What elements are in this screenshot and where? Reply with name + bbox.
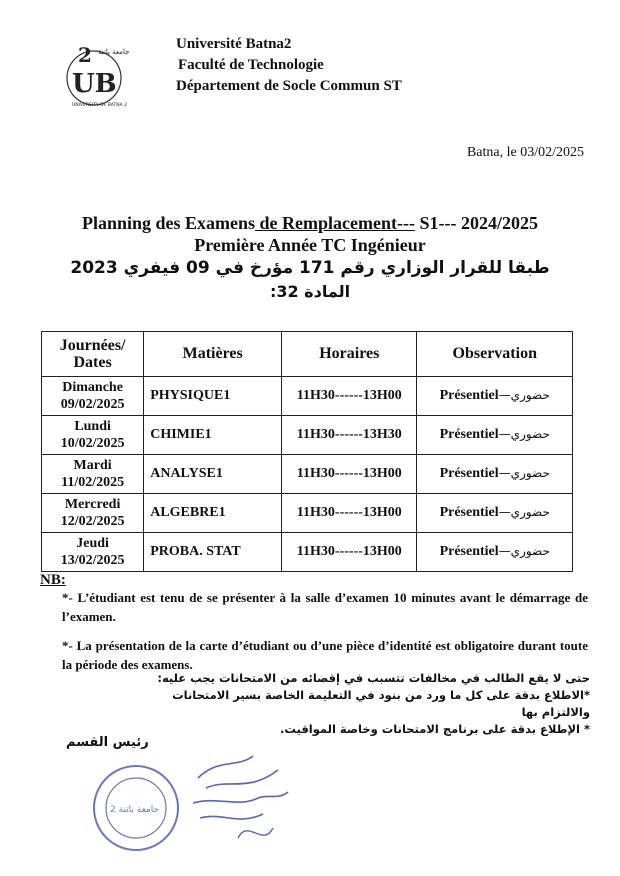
title-line2: Première Année TC Ingénieur <box>194 235 426 255</box>
exam-schedule-table <box>41 331 573 572</box>
table-row <box>42 533 573 572</box>
row-observation: Présentiel—حضوري <box>417 455 573 494</box>
logo-caption: UNIVERSITY OF BATNA 2 <box>72 103 128 108</box>
arabic-notes <box>150 670 590 738</box>
university-name: Université Batna2 <box>176 36 292 52</box>
document-date: Batna, le 03/02/2025 <box>466 145 584 160</box>
row-day: Lundi 10/02/2025 <box>42 416 144 455</box>
title-line1: Planning des Examens de Remplacement--- S1--- 2024/2025 <box>82 213 538 233</box>
row-subject: CHIMIE1 <box>144 416 282 455</box>
faculty-name: Faculté de Technologie <box>178 57 324 73</box>
row-day: Mardi 11/02/2025 <box>42 455 144 494</box>
row-observation: Présentiel—حضوري <box>417 533 573 572</box>
document-title <box>0 212 620 303</box>
table-row <box>42 377 573 416</box>
svg-text:2: 2 <box>78 43 92 67</box>
table-row <box>42 416 573 455</box>
note-id-card: *- La présentation de la carte d’étudiant ou d’une pièce d’identité est obligatoire durant toute la période des examens. <box>62 638 588 672</box>
row-day: Mercredi 12/02/2025 <box>42 494 144 533</box>
row-day: Dimanche 09/02/2025 <box>42 377 144 416</box>
row-time: 11H30------13H00 <box>282 494 417 533</box>
department-name: Département de Socle Commun ST <box>176 78 402 94</box>
department-stamp <box>88 748 298 868</box>
table-row <box>42 494 573 533</box>
row-observation: Présentiel—حضوري <box>417 494 573 533</box>
nb-label: NB: <box>40 572 66 588</box>
arabic-note-line: حتى لا يقع الطالب في مخالفات تتسبب في إقصائه من الامتحانات يجب عليه: <box>157 671 590 685</box>
signature-title: رئيس القسم <box>66 735 149 750</box>
university-logo <box>58 40 134 108</box>
row-observation: Présentiel—حضوري <box>417 377 573 416</box>
header-time: Horaires <box>282 332 417 377</box>
row-observation: Présentiel—حضوري <box>417 416 573 455</box>
logo-text: UB <box>72 69 117 99</box>
header-day: Journées/ Dates <box>42 332 144 377</box>
logo-arabic: جامعة باتنة <box>98 48 130 56</box>
table-row <box>42 455 573 494</box>
table-header-row <box>42 332 573 377</box>
header-subject: Matières <box>144 332 282 377</box>
title-line3: طبقا للقرار الوزاري رقم 171 مؤرخ في 09 فيفري 2023 <box>70 258 550 278</box>
title-line4: المادة 32: <box>269 282 351 301</box>
arabic-note-line: *الاطلاع بدقة على كل ما ورد من بنود في التعليمة الخاصة بسير الامتحانات والالتزام بها <box>172 688 590 719</box>
institution-header <box>176 34 402 97</box>
row-time: 11H30------13H30 <box>282 416 417 455</box>
note-arrival: *- L’étudiant est tenu de se présenter à la salle d’examen 10 minutes avant le démarrage de l’examen. <box>62 590 588 624</box>
row-subject: ANALYSE1 <box>144 455 282 494</box>
row-subject: ALGEBRE1 <box>144 494 282 533</box>
arabic-note-line: * الإطلاع بدقة على برنامج الامتحانات وخاصة المواقيت. <box>280 722 590 736</box>
row-time: 11H30------13H00 <box>282 533 417 572</box>
stamp-text: جامعة باتنة 2 <box>110 805 160 815</box>
row-time: 11H30------13H00 <box>282 455 417 494</box>
row-day: Jeudi 13/02/2025 <box>42 533 144 572</box>
row-subject: PHYSIQUE1 <box>144 377 282 416</box>
row-time: 11H30------13H00 <box>282 377 417 416</box>
row-subject: PROBA. STAT <box>144 533 282 572</box>
header-observation: Observation <box>417 332 573 377</box>
